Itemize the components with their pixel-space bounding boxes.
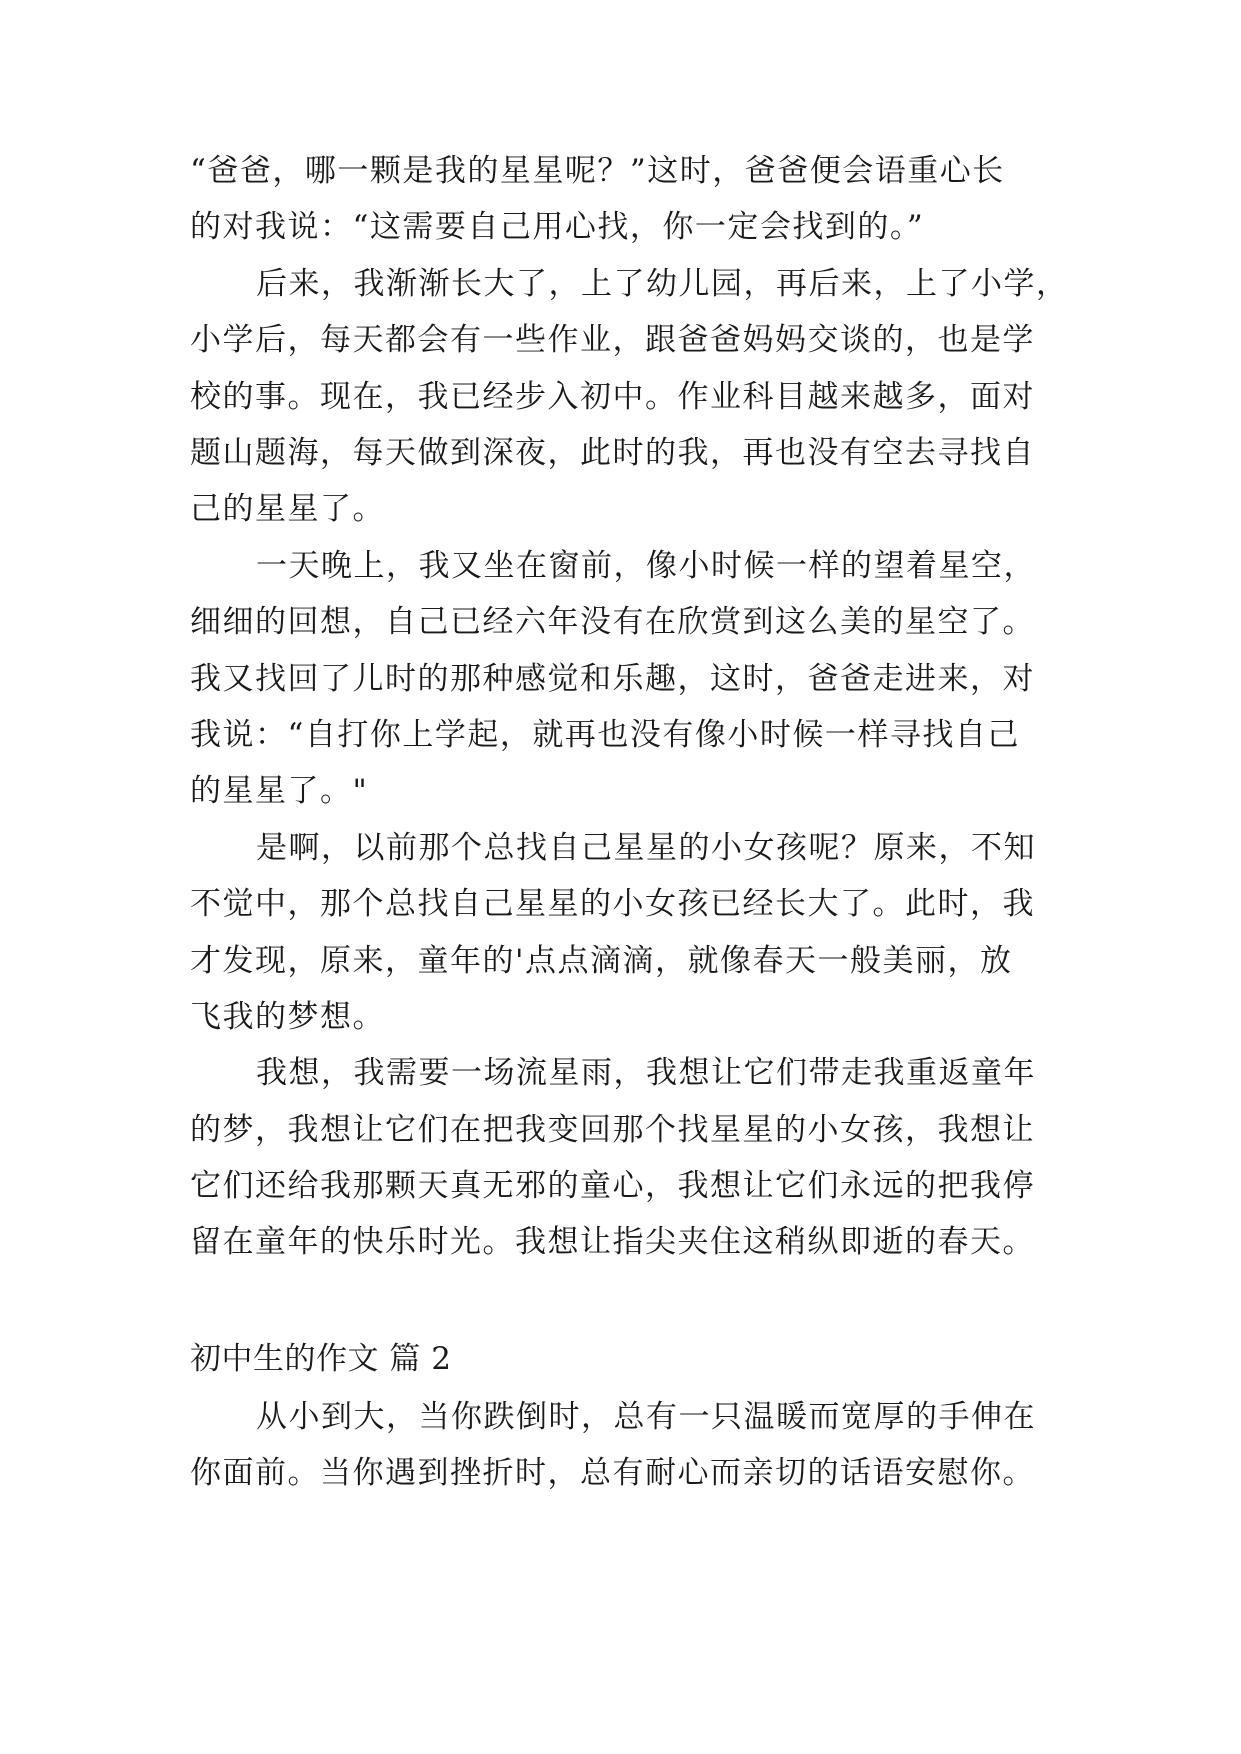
text-line: 己的星星了。 [190, 491, 385, 527]
text-line: 不觉中，那个总找自己星星的小女孩已经长大了。此时，我 [190, 886, 1035, 922]
section-heading: 初中生的作文 篇 2 [190, 1341, 452, 1377]
text-line: 细细的回想，自己已经六年没有在欣赏到这么美的星空了。 [190, 604, 1035, 640]
text-line: 题山题海，每天做到深夜，此时的我，再也没有空去寻找自 [190, 435, 1035, 471]
text-line: 它们还给我那颗天真无邪的童心，我想让它们永远的把我停 [190, 1168, 1035, 1204]
paragraph-start-line: 是啊，以前那个总找自己星星的小女孩呢？原来，不知 [256, 830, 1036, 866]
paragraph-start-line: 从小到大，当你跌倒时，总有一只温暖而宽厚的手伸在 [256, 1399, 1036, 1435]
text-line: 你面前。当你遇到挫折时，总有耐心而亲切的话语安慰你。 [190, 1455, 1035, 1491]
text-line: 的梦，我想让它们在把我变回那个找星星的小女孩，我想让 [190, 1112, 1035, 1148]
text-line: 才发现，原来，童年的'点点滴滴，就像春天一般美丽，放 [190, 943, 1013, 979]
text-line: 小学后，每天都会有一些作业，跟爸爸妈妈交谈的，也是学 [190, 322, 1035, 358]
text-line: 的星星了。" [190, 773, 369, 809]
text-line: 我又找回了儿时的那种感觉和乐趣，这时，爸爸走进来，对 [190, 661, 1035, 697]
text-line: 留在童年的快乐时光。我想让指尖夹住这稍纵即逝的春天。 [190, 1224, 1035, 1260]
paragraph-start-line: 一天晚上，我又坐在窗前，像小时候一样的望着星空， [256, 548, 1036, 584]
text-line: 的对我说：“这需要自己用心找，你一定会找到的。” [190, 209, 925, 245]
text-line: 我说：“自打你上学起，就再也没有像小时候一样寻找自己 [190, 717, 1020, 753]
text-line: 飞我的梦想。 [190, 999, 385, 1035]
text-line: “爸爸，哪一颗是我的星星呢？”这时，爸爸便会语重心长 [190, 153, 1005, 189]
paragraph-start-line: 后来，我渐渐长大了，上了幼儿园，再后来，上了小学， [256, 266, 1069, 302]
text-line: 校的事。现在，我已经步入初中。作业科目越来越多，面对 [190, 379, 1035, 415]
paragraph-start-line: 我想，我需要一场流星雨，我想让它们带走我重返童年 [256, 1055, 1036, 1091]
